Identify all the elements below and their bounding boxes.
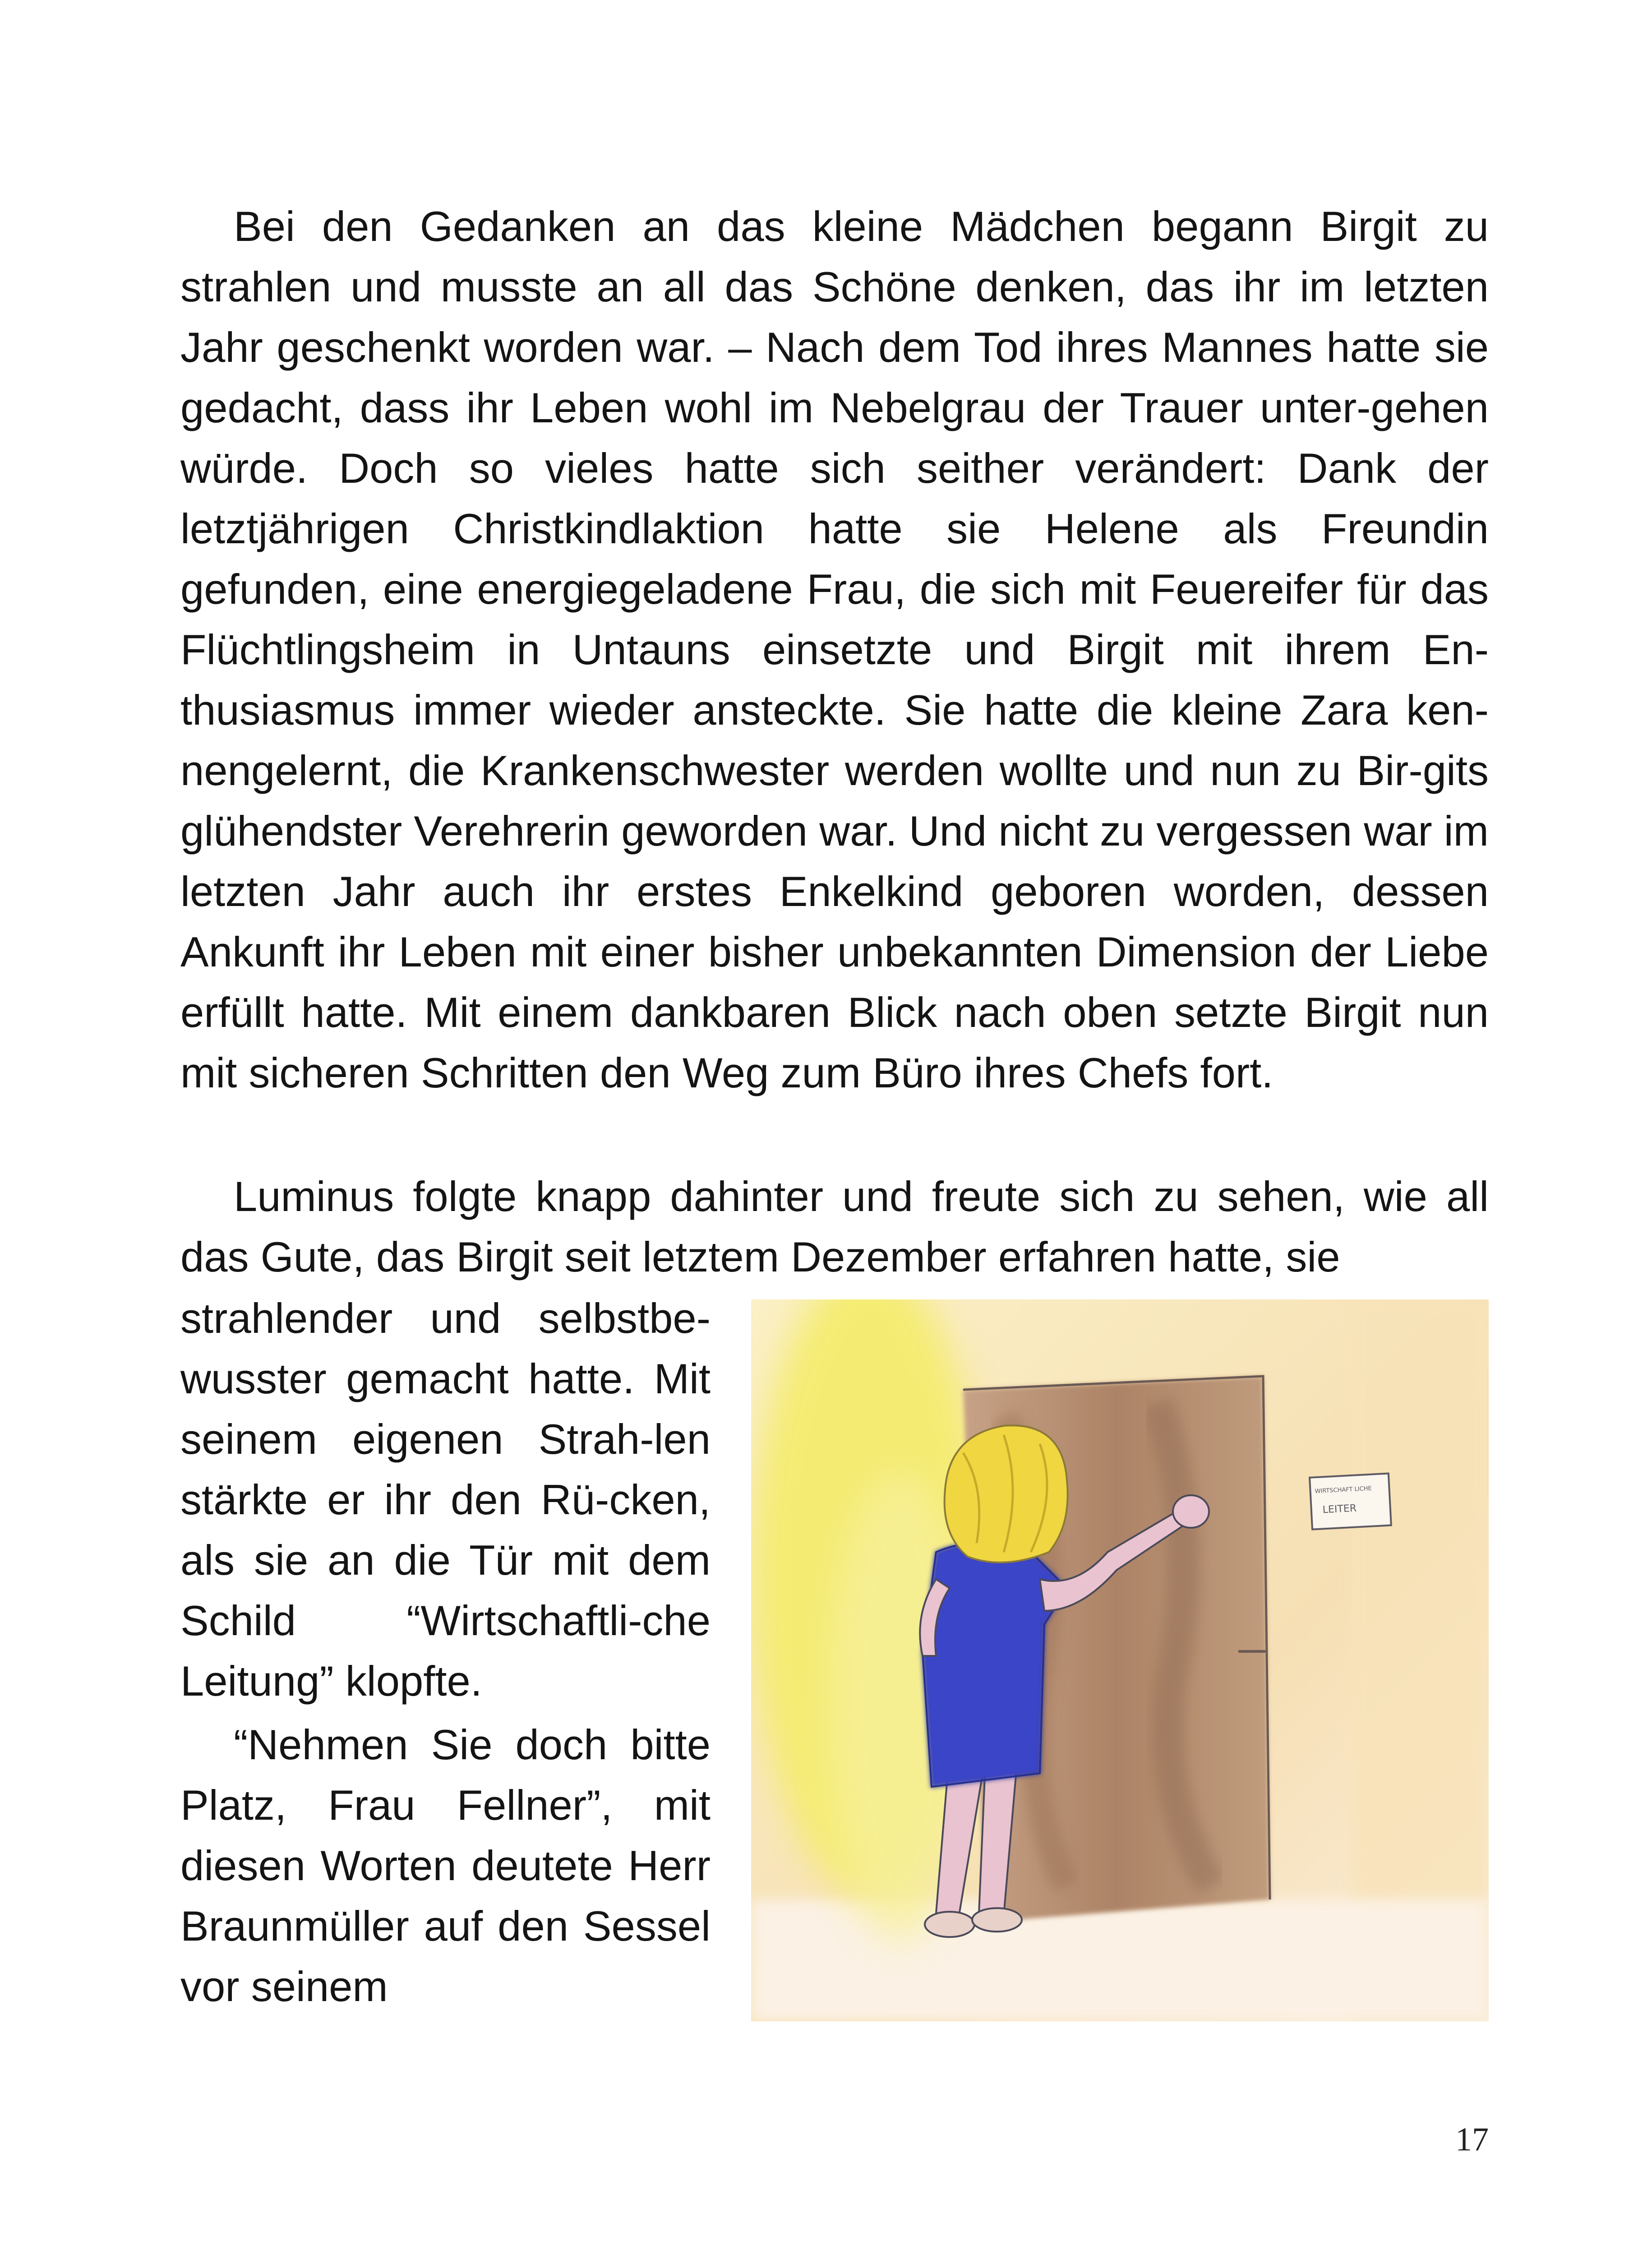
paragraph-2-continued: strahlender und selbstbe-wusster gemacht hatte. Mit seinem eigenen Strah-len stärkte er ihr den Rü-cken, als sie an die Tür mit dem Schild “Wirtschaftli-che Leitung” klopfte. [180,1294,711,1705]
paragraph-3: “Nehmen Sie doch bitte Platz, Frau Fellner”, mit diesen Worten deutete Herr Braunmüller auf den Sessel vor seinem [180,1721,711,2010]
illustration-woman-knocking-at-door [751,1299,1489,2021]
paragraph-1: Bei den Gedanken an das kleine Mädchen begann Birgit zu strahlen und musste an all das Schöne denken, das ihr im letzten Jahr geschenkt worden war. – Nach dem Tod ihres Mannes hatte sie gedacht, dass ihr Leben wohl im Nebelgrau der Trauer unter-gehen würde. Doch so vieles hatte sich seither verändert: Dank der letztjährigen Christkindlaktion hatte sie Helene als Freundin gefunden, eine energiegeladene Frau, die sich mit Feuereifer für das Flüchtlingsheim in Untauns einsetzte und Birgit mit ihrem En-thusiasmus immer wieder ansteckte. Sie hatte die kleine Zara ken-nengelernt, die Krankenschwester werden wollte und nun zu Bir-gits glühendster Verehrerin geworden war. Und nicht zu vergessen war im letzten Jahr auch ihr erstes Enkelkind geboren worden, dessen Ankunft ihr Leben mit einer bisher unbekannten Dimension der Liebe erfüllt hatte. Mit einem dankbaren Blick nach oben setzte Birgit nun mit sicheren Schritten den Weg zum Büro ihres Chefs fort. [180,203,1489,1096]
knocking-fist [1173,1495,1209,1528]
door-sign [1310,1474,1391,1530]
sign-text-line2: LEITER [1322,1502,1357,1516]
sign-text-line1: WIRTSCHAFT LICHE [1315,1485,1372,1495]
page-number: 17 [1455,2121,1489,2158]
paragraph-2-full-width: Luminus folgte knapp dahinter und freute sich zu sehen, wie all das Gute, das Birgit seit letztem Dezember erfahren hatte, sie [180,1173,1489,1281]
